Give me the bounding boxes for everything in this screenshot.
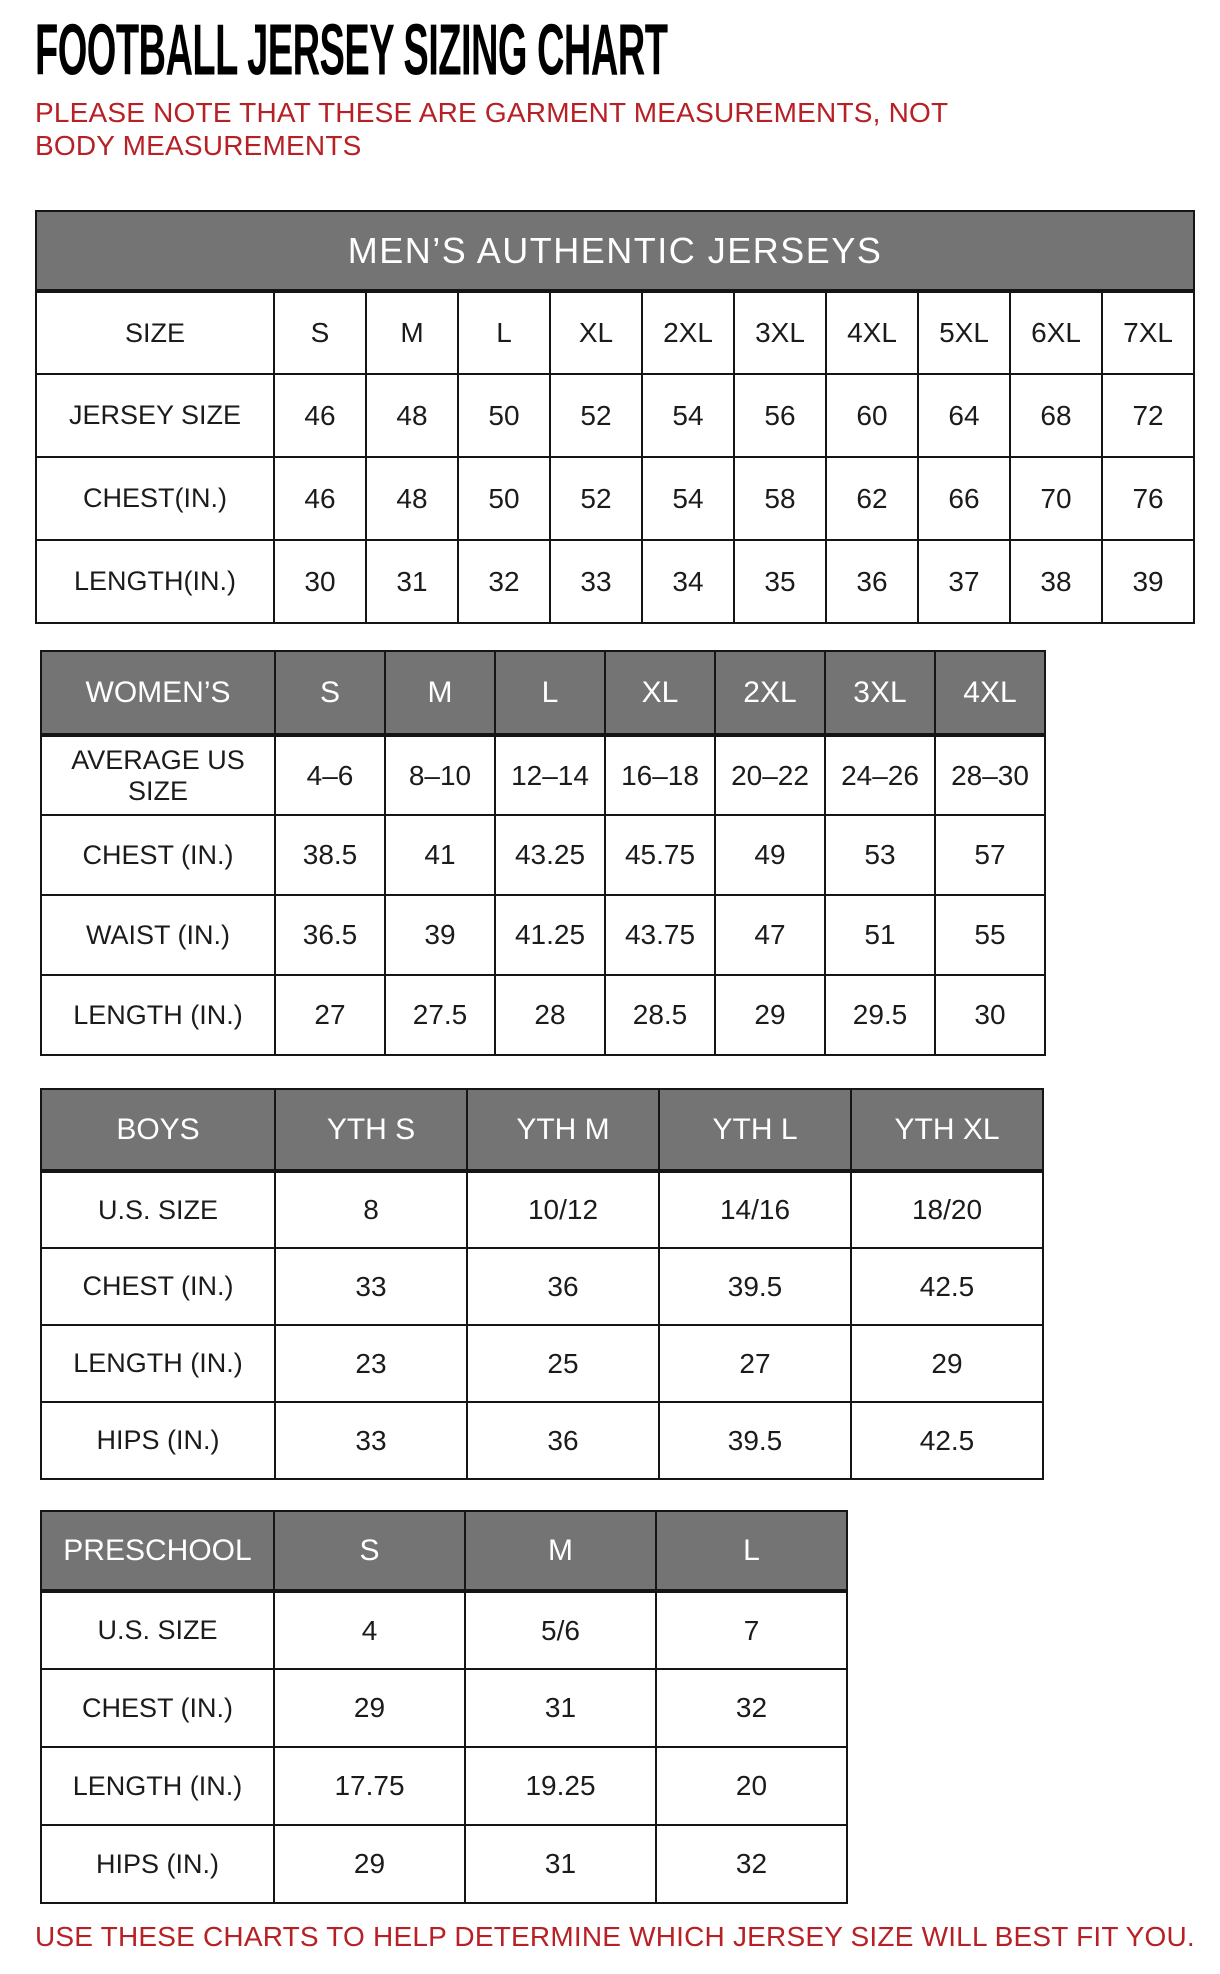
table-row — [36, 457, 1194, 540]
measurement-cell: 23 — [275, 1325, 467, 1402]
measurement-cell: 39.5 — [659, 1402, 851, 1479]
measurement-cell: 10/12 — [467, 1171, 659, 1248]
row-label: JERSEY SIZE — [36, 374, 274, 457]
measurement-cell: 54 — [642, 374, 734, 457]
measurement-cell: 32 — [458, 540, 550, 623]
measurement-cell: 48 — [366, 374, 458, 457]
measurement-cell: 55 — [935, 895, 1045, 975]
measurement-cell: 31 — [465, 1825, 656, 1903]
womens-sizing-table — [40, 650, 1046, 1056]
footer-note: USE THESE CHARTS TO HELP DETERMINE WHICH JERSEY SIZE WILL BEST FIT YOU. — [35, 1921, 1195, 1953]
row-label: CHEST (IN.) — [41, 1248, 275, 1325]
size-column-header: L — [656, 1511, 847, 1591]
table-row — [41, 975, 1045, 1055]
row-label: CHEST (IN.) — [41, 1669, 274, 1747]
table-row — [41, 895, 1045, 975]
table-header-label: BOYS — [41, 1089, 275, 1171]
size-column-header: YTH L — [659, 1089, 851, 1171]
table-banner-row — [36, 211, 1194, 291]
page-title: FOOTBALL JERSEY SIZING CHART — [35, 9, 668, 91]
table-header-label: PRESCHOOL — [41, 1511, 274, 1591]
table-row — [41, 1669, 847, 1747]
measurement-cell: 19.25 — [465, 1747, 656, 1825]
measurement-cell: 58 — [734, 457, 826, 540]
measurement-cell: 24–26 — [825, 735, 935, 815]
measurement-cell: 5XL — [918, 291, 1010, 374]
table-row — [41, 1825, 847, 1903]
measurement-cell: 60 — [826, 374, 918, 457]
measurement-cell: 56 — [734, 374, 826, 457]
measurement-cell: 39.5 — [659, 1248, 851, 1325]
row-label: SIZE — [36, 291, 274, 374]
measurement-cell: 51 — [825, 895, 935, 975]
measurement-cell: 41 — [385, 815, 495, 895]
measurement-cell: 29 — [274, 1669, 465, 1747]
table-row — [36, 291, 1194, 374]
measurement-cell: 27 — [659, 1325, 851, 1402]
measurement-cell: 50 — [458, 374, 550, 457]
measurement-cell: 20 — [656, 1747, 847, 1825]
measurement-cell: 52 — [550, 457, 642, 540]
measurement-cell: 7 — [656, 1591, 847, 1669]
measurement-cell: 5/6 — [465, 1591, 656, 1669]
measurement-cell: 39 — [385, 895, 495, 975]
measurement-cell: 8 — [275, 1171, 467, 1248]
garment-measurements-note: PLEASE NOTE THAT THESE ARE GARMENT MEASUREMENTS, NOT BODY MEASUREMENTS — [35, 97, 948, 162]
table-row — [41, 1402, 1043, 1479]
row-label: HIPS (IN.) — [41, 1402, 275, 1479]
row-label: LENGTH(IN.) — [36, 540, 274, 623]
measurement-cell: 43.75 — [605, 895, 715, 975]
measurement-cell: 29 — [715, 975, 825, 1055]
measurement-cell: 4XL — [826, 291, 918, 374]
table-row — [36, 540, 1194, 623]
measurement-cell: M — [366, 291, 458, 374]
measurement-cell: 36 — [467, 1248, 659, 1325]
measurement-cell: 64 — [918, 374, 1010, 457]
measurement-cell: 8–10 — [385, 735, 495, 815]
size-column-header: 3XL — [825, 651, 935, 735]
size-column-header: YTH XL — [851, 1089, 1043, 1171]
measurement-cell: 31 — [465, 1669, 656, 1747]
measurement-cell: 27.5 — [385, 975, 495, 1055]
table-row — [41, 1171, 1043, 1248]
measurement-cell: 29 — [274, 1825, 465, 1903]
row-label: CHEST (IN.) — [41, 815, 275, 895]
size-column-header: S — [275, 651, 385, 735]
table-header-label: WOMEN’S — [41, 651, 275, 735]
measurement-cell: 52 — [550, 374, 642, 457]
measurement-cell: 4 — [274, 1591, 465, 1669]
measurement-cell: 41.25 — [495, 895, 605, 975]
measurement-cell: 25 — [467, 1325, 659, 1402]
measurement-cell: 32 — [656, 1825, 847, 1903]
size-column-header: 2XL — [715, 651, 825, 735]
measurement-cell: 33 — [275, 1402, 467, 1479]
measurement-cell: 70 — [1010, 457, 1102, 540]
measurement-cell: 29.5 — [825, 975, 935, 1055]
row-label: CHEST(IN.) — [36, 457, 274, 540]
measurement-cell: 68 — [1010, 374, 1102, 457]
measurement-cell: 33 — [275, 1248, 467, 1325]
boys-sizing-table — [40, 1088, 1044, 1480]
measurement-cell: 47 — [715, 895, 825, 975]
measurement-cell: 37 — [918, 540, 1010, 623]
table-row — [36, 374, 1194, 457]
measurement-cell: 53 — [825, 815, 935, 895]
measurement-cell: 28.5 — [605, 975, 715, 1055]
measurement-cell: 36 — [467, 1402, 659, 1479]
measurement-cell: 50 — [458, 457, 550, 540]
measurement-cell: 17.75 — [274, 1747, 465, 1825]
measurement-cell: 57 — [935, 815, 1045, 895]
table-row — [41, 735, 1045, 815]
measurement-cell: 38 — [1010, 540, 1102, 623]
measurement-cell: 62 — [826, 457, 918, 540]
table-header-row — [41, 1511, 847, 1591]
table-row — [41, 1248, 1043, 1325]
row-label: U.S. SIZE — [41, 1171, 275, 1248]
size-column-header: M — [465, 1511, 656, 1591]
size-column-header: 4XL — [935, 651, 1045, 735]
table-header-row — [41, 1089, 1043, 1171]
measurement-cell: 54 — [642, 457, 734, 540]
measurement-cell: 28 — [495, 975, 605, 1055]
measurement-cell: 12–14 — [495, 735, 605, 815]
measurement-cell: 46 — [274, 374, 366, 457]
measurement-cell: 38.5 — [275, 815, 385, 895]
measurement-cell: 28–30 — [935, 735, 1045, 815]
measurement-cell: 39 — [1102, 540, 1194, 623]
measurement-cell: 34 — [642, 540, 734, 623]
measurement-cell: 6XL — [1010, 291, 1102, 374]
measurement-cell: XL — [550, 291, 642, 374]
measurement-cell: 42.5 — [851, 1402, 1043, 1479]
mens-authentic-jerseys-table — [35, 210, 1195, 624]
measurement-cell: 42.5 — [851, 1248, 1043, 1325]
measurement-cell: 33 — [550, 540, 642, 623]
measurement-cell: 29 — [851, 1325, 1043, 1402]
measurement-cell: 18/20 — [851, 1171, 1043, 1248]
measurement-cell: 35 — [734, 540, 826, 623]
measurement-cell: 48 — [366, 457, 458, 540]
row-label: AVERAGE US SIZE — [41, 735, 275, 815]
table-header-row — [41, 651, 1045, 735]
measurement-cell: 32 — [656, 1669, 847, 1747]
size-column-header: M — [385, 651, 495, 735]
measurement-cell: 49 — [715, 815, 825, 895]
preschool-sizing-table — [40, 1510, 848, 1904]
measurement-cell: 36.5 — [275, 895, 385, 975]
size-column-header: S — [274, 1511, 465, 1591]
measurement-cell: 66 — [918, 457, 1010, 540]
row-label: LENGTH (IN.) — [41, 1747, 274, 1825]
table-banner-title: MEN’S AUTHENTIC JERSEYS — [36, 211, 1194, 291]
row-label: LENGTH (IN.) — [41, 1325, 275, 1402]
row-label: LENGTH (IN.) — [41, 975, 275, 1055]
measurement-cell: 43.25 — [495, 815, 605, 895]
measurement-cell: 4–6 — [275, 735, 385, 815]
measurement-cell: 31 — [366, 540, 458, 623]
measurement-cell: 20–22 — [715, 735, 825, 815]
measurement-cell: 76 — [1102, 457, 1194, 540]
size-column-header: YTH S — [275, 1089, 467, 1171]
row-label: WAIST (IN.) — [41, 895, 275, 975]
measurement-cell: 2XL — [642, 291, 734, 374]
measurement-cell: 27 — [275, 975, 385, 1055]
row-label: U.S. SIZE — [41, 1591, 274, 1669]
measurement-cell: 30 — [274, 540, 366, 623]
row-label: HIPS (IN.) — [41, 1825, 274, 1903]
measurement-cell: 36 — [826, 540, 918, 623]
measurement-cell: 45.75 — [605, 815, 715, 895]
size-column-header: XL — [605, 651, 715, 735]
measurement-cell: 14/16 — [659, 1171, 851, 1248]
measurement-cell: S — [274, 291, 366, 374]
measurement-cell: 30 — [935, 975, 1045, 1055]
table-row — [41, 815, 1045, 895]
measurement-cell: 46 — [274, 457, 366, 540]
measurement-cell: 72 — [1102, 374, 1194, 457]
measurement-cell: 3XL — [734, 291, 826, 374]
measurement-cell: 16–18 — [605, 735, 715, 815]
size-column-header: YTH M — [467, 1089, 659, 1171]
measurement-cell: 7XL — [1102, 291, 1194, 374]
table-row — [41, 1591, 847, 1669]
table-row — [41, 1747, 847, 1825]
size-column-header: L — [495, 651, 605, 735]
table-row — [41, 1325, 1043, 1402]
measurement-cell: L — [458, 291, 550, 374]
